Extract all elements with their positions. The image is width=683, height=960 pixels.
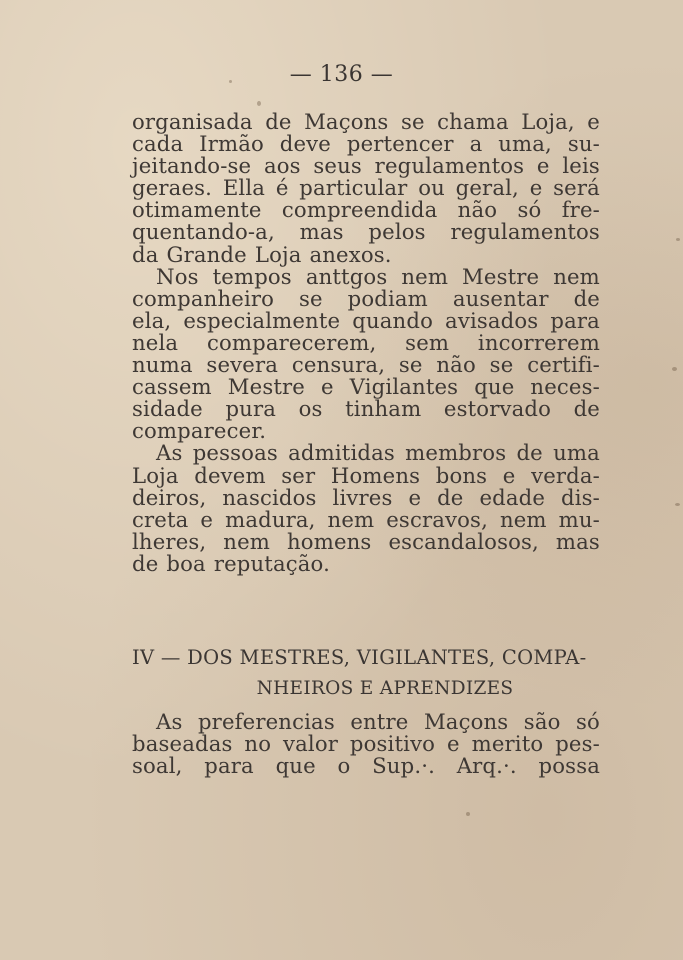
paragraph-line xyxy=(132,462,600,488)
word: otimamente xyxy=(132,197,262,223)
paragraph-line xyxy=(132,111,600,133)
word: ser xyxy=(281,462,316,488)
word: homens xyxy=(287,528,372,554)
word: ou xyxy=(418,175,445,201)
word: Maçons xyxy=(423,709,509,734)
word: se xyxy=(489,352,514,378)
word: regulamentos xyxy=(450,219,600,245)
word: madura, xyxy=(225,506,316,532)
word: e xyxy=(408,484,422,510)
word: livres xyxy=(332,484,393,510)
word: entre xyxy=(350,709,409,734)
paragraph-line xyxy=(132,484,600,510)
word: que xyxy=(474,374,515,400)
section-heading-line-2: NHEIROS E APRENDIZES xyxy=(256,678,514,699)
word: su- xyxy=(567,131,600,157)
word: e xyxy=(446,731,460,757)
word: admitidas xyxy=(288,440,395,466)
word: numa xyxy=(132,352,193,378)
word: As xyxy=(156,440,183,466)
word: cassem xyxy=(132,374,212,400)
paragraph-line xyxy=(132,442,600,464)
word: creta xyxy=(132,506,189,532)
word: para xyxy=(550,307,600,333)
word: fre- xyxy=(561,197,600,223)
word: valor xyxy=(283,731,339,757)
word: de xyxy=(437,484,464,510)
word: nem xyxy=(499,506,547,532)
word: certifi- xyxy=(527,352,600,378)
word: especialmente xyxy=(183,307,341,333)
word: Arq.·. xyxy=(456,753,517,779)
paragraph-line xyxy=(132,506,600,532)
word: os xyxy=(298,396,323,422)
word: é xyxy=(275,175,289,201)
word: pertencer xyxy=(346,131,454,157)
word: nem xyxy=(223,528,271,554)
word: são xyxy=(523,709,561,734)
word: aos xyxy=(263,153,301,179)
paper-speck xyxy=(676,238,680,241)
word: quando xyxy=(352,307,433,333)
word: nem xyxy=(401,263,449,289)
word: verda- xyxy=(531,462,600,488)
final-paragraph-line xyxy=(132,711,600,733)
paragraph-line xyxy=(132,528,600,554)
word: não xyxy=(436,352,476,378)
word: será xyxy=(553,175,600,201)
word: da xyxy=(132,241,159,267)
word: tinham xyxy=(345,396,422,422)
word: para xyxy=(204,753,254,779)
word: a xyxy=(469,131,483,157)
word: pura xyxy=(225,396,277,422)
section-heading-line-1: IV — DOS MESTRES, VIGILANTES, COMPA- xyxy=(132,646,587,669)
word: deiros, xyxy=(132,484,207,510)
final-paragraph-line xyxy=(132,755,600,777)
word: que xyxy=(275,753,316,779)
word: pes- xyxy=(555,731,600,757)
word: escandalosos, xyxy=(388,528,539,554)
word: não xyxy=(457,197,498,223)
word: uma xyxy=(553,440,600,466)
paragraph-line xyxy=(132,263,600,289)
word: edade xyxy=(479,484,546,510)
paragraph-line xyxy=(132,133,600,155)
word: As xyxy=(156,709,183,734)
word: só xyxy=(576,709,600,734)
word: uma, xyxy=(498,131,552,157)
word: deve xyxy=(279,131,331,157)
word: escravos, xyxy=(386,506,488,532)
word: Sup.·. xyxy=(372,753,435,779)
word: ela, xyxy=(132,307,172,333)
paragraph-line xyxy=(132,221,600,243)
word: estorvado xyxy=(443,396,551,422)
word: no xyxy=(244,731,272,757)
word: geraes. xyxy=(132,175,213,201)
page-number: — 136 — xyxy=(289,62,394,87)
word: anttgos xyxy=(305,263,388,289)
word: chama xyxy=(437,109,509,134)
word: membros xyxy=(405,440,507,466)
word: particular xyxy=(299,175,408,201)
final-paragraph-line xyxy=(132,733,600,755)
word: mas xyxy=(555,528,600,554)
word: tempos xyxy=(212,263,292,289)
word: Grande xyxy=(166,241,247,267)
word: Mestre xyxy=(462,263,540,289)
word: Vigilantes xyxy=(349,374,459,400)
word: mu- xyxy=(558,506,600,532)
word: pelos xyxy=(368,219,426,245)
paper-speck xyxy=(229,80,232,83)
word: se xyxy=(398,352,423,378)
body-text-continued xyxy=(132,711,600,777)
paragraph-line xyxy=(132,550,600,576)
word: seus xyxy=(313,153,362,179)
word: severa xyxy=(206,352,279,378)
word: de xyxy=(573,396,600,422)
word: Ella xyxy=(222,175,266,201)
word: pessoas xyxy=(192,440,278,466)
word: se xyxy=(298,285,323,311)
word: nela xyxy=(132,329,179,355)
word: nem xyxy=(553,263,600,289)
word: se xyxy=(400,109,425,134)
word: incorrerem xyxy=(477,329,600,355)
paragraph-line xyxy=(132,199,600,221)
paper-speck xyxy=(257,101,261,106)
word: Loja, xyxy=(521,109,575,134)
word: preferencias xyxy=(197,709,335,734)
word: comparecerem, xyxy=(206,329,377,355)
word: jeitando-se xyxy=(132,153,252,179)
word: geral, xyxy=(455,175,519,201)
word: nascidos xyxy=(222,484,317,510)
paragraph-line xyxy=(132,155,600,177)
word: neces- xyxy=(530,374,600,400)
word: Irmão xyxy=(199,131,264,157)
word: sem xyxy=(405,329,450,355)
word: organisada xyxy=(132,109,253,134)
word: Mestre xyxy=(227,374,305,400)
paragraph-line xyxy=(132,420,600,442)
word: anexos. xyxy=(309,241,392,267)
word: Loja xyxy=(254,241,302,267)
word: quentando-a, xyxy=(132,219,275,245)
word: censura, xyxy=(291,352,386,378)
word: e xyxy=(502,462,516,488)
word: ausentar xyxy=(452,285,549,311)
paragraph-line xyxy=(132,398,600,420)
word: Homens xyxy=(330,462,421,488)
word: leis xyxy=(562,153,600,179)
word: de xyxy=(516,440,543,466)
word: e xyxy=(536,153,550,179)
word: Maçons xyxy=(304,109,389,134)
word: de xyxy=(265,109,292,134)
body-text xyxy=(132,111,600,575)
paragraph-line xyxy=(132,376,600,398)
paragraph-line xyxy=(132,285,600,311)
paper-speck xyxy=(466,812,470,816)
word: cada xyxy=(132,131,184,157)
word: sidade xyxy=(132,396,203,422)
paper-speck xyxy=(675,503,680,506)
word: e xyxy=(200,506,214,532)
word: baseadas xyxy=(132,731,233,757)
word: e xyxy=(587,109,600,134)
word: Nos xyxy=(156,263,199,289)
paragraph-line xyxy=(132,241,600,267)
word: regulamentos xyxy=(374,153,525,179)
word: reputação. xyxy=(213,550,330,576)
word: compreendida xyxy=(281,197,438,223)
word: lheres, xyxy=(132,528,207,554)
word: devem xyxy=(194,462,266,488)
word: bons xyxy=(435,462,488,488)
word: o xyxy=(337,753,351,779)
word: mas xyxy=(299,219,344,245)
word: dis- xyxy=(561,484,600,510)
word: e xyxy=(320,374,334,400)
paragraph-line xyxy=(132,177,600,199)
word: positivo xyxy=(349,731,436,757)
paragraph-line xyxy=(132,354,600,376)
word: companheiro xyxy=(132,285,275,311)
word: boa xyxy=(166,550,206,576)
word: comparecer. xyxy=(132,418,267,444)
word: Loja xyxy=(132,462,179,488)
word: possa xyxy=(538,753,600,779)
paper-speck xyxy=(672,367,677,371)
word: avisados xyxy=(445,307,539,333)
word: podiam xyxy=(347,285,428,311)
word: de xyxy=(573,285,600,311)
paragraph-line xyxy=(132,307,600,333)
word: soal, xyxy=(132,753,183,779)
paragraph-line xyxy=(132,329,600,355)
word: nem xyxy=(327,506,375,532)
word: de xyxy=(132,550,159,576)
word: e xyxy=(529,175,543,201)
word: merito xyxy=(471,731,544,757)
word: só xyxy=(517,197,542,223)
